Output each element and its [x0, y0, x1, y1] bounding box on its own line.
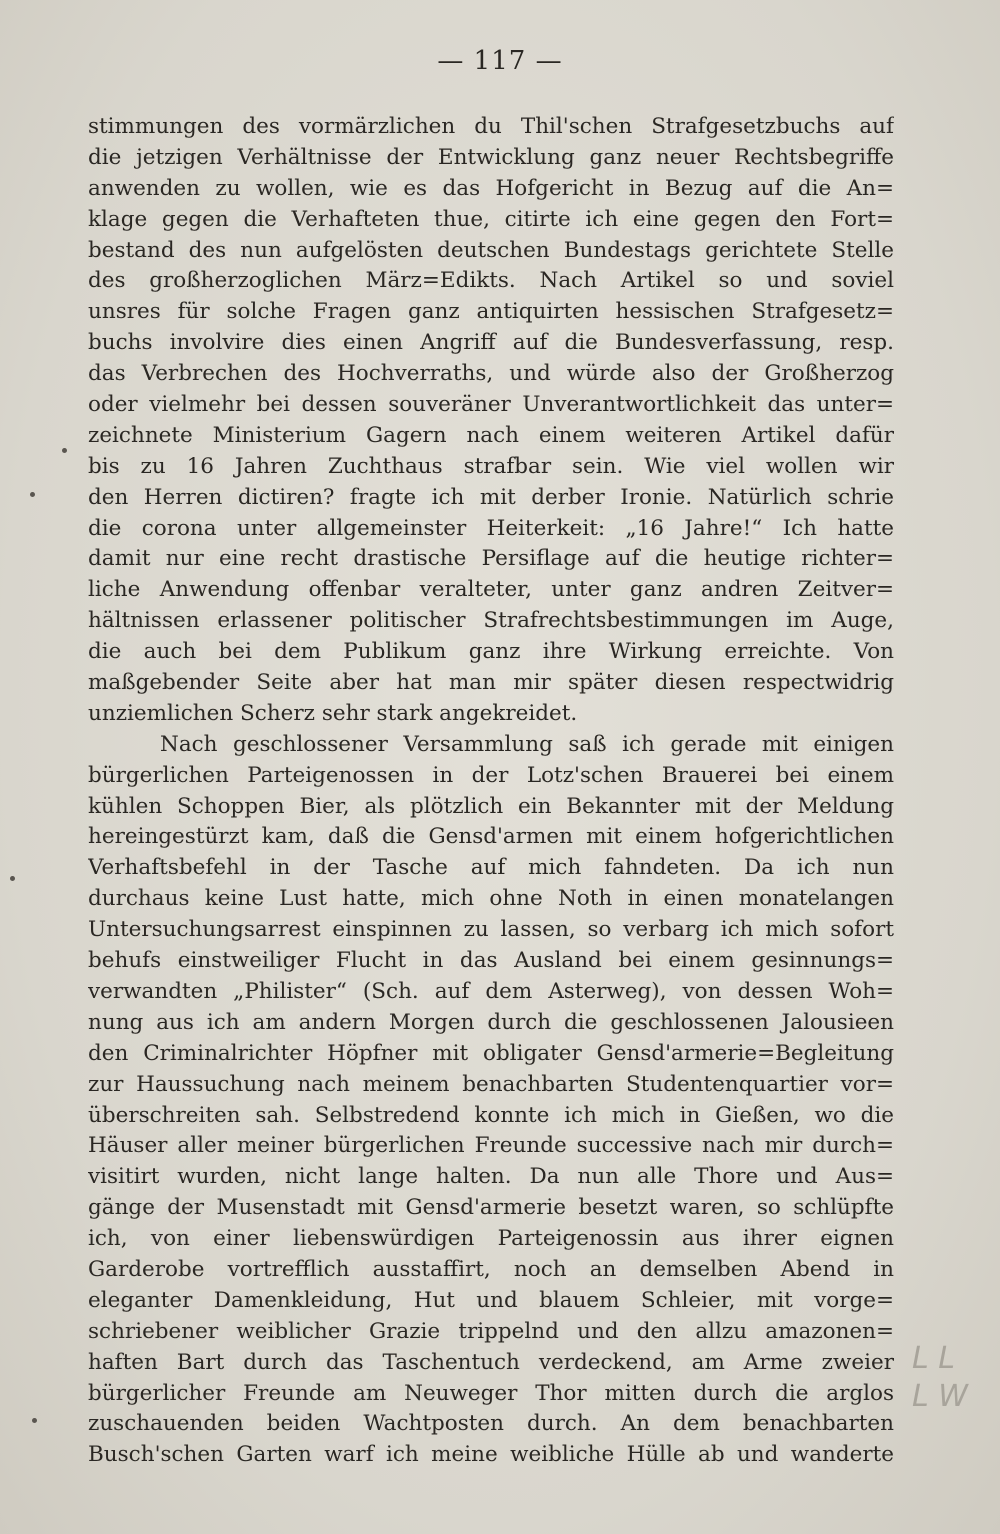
text-line: bestand des nun aufgelösten deutschen Bundestags gerichtete Stelle — [88, 237, 894, 263]
text-line: ich, von einer liebenswürdigen Parteigenossin aus ihrer eignen — [88, 1226, 894, 1252]
text-line: Nach geschlossener Versammlung saß ich gerade mit einigen — [160, 731, 894, 757]
page-number: — 117 — — [437, 46, 563, 76]
paragraph-2 — [88, 730, 894, 1471]
text-line: Garderobe vortrefflich ausstaffirt, noch an demselben Abend in — [88, 1256, 894, 1282]
text-line: unziemlichen Scherz sehr stark angekreidet. — [88, 700, 578, 726]
text-line: damit nur eine recht drastische Persiflage auf die heutige richter= — [88, 546, 894, 572]
text-line: maßgebender Seite aber hat man mir später diesen respectwidrig — [88, 670, 894, 696]
text-line: durchaus keine Lust hatte, mich ohne Noth in einen monatelangen — [88, 886, 894, 912]
pencil-margin-notes — [912, 1340, 992, 1416]
text-line: das Verbrechen des Hochverraths, und würde also der Großherzog — [88, 361, 894, 387]
text-line: die corona unter allgemeinster Heiterkeit: „16 Jahre!“ Ich hatte — [88, 515, 894, 541]
paragraph-1 — [88, 112, 894, 730]
text-line: überschreiten sah. Selbstredend konnte ich mich in Gießen, wo die — [88, 1102, 894, 1128]
print-speck — [32, 1418, 37, 1423]
text-line: oder vielmehr bei dessen souveräner Unverantwortlichkeit das unter= — [88, 392, 894, 418]
text-line: Verhaftsbefehl in der Tasche auf mich fahndeten. Da ich nun — [88, 855, 894, 881]
text-line: nung aus ich am andern Morgen durch die geschlossenen Jalousieen — [88, 1009, 894, 1035]
text-line: buchs involvire dies einen Angriff auf die Bundesverfassung, resp. — [88, 330, 894, 356]
print-speck — [10, 876, 15, 881]
text-line: bis zu 16 Jahren Zuchthaus strafbar sein. Wie viel wollen wir — [88, 453, 894, 479]
text-line: die jetzigen Verhältnisse der Entwicklung ganz neuer Rechtsbegriffe — [88, 144, 894, 170]
margin-note: L L — [912, 1341, 955, 1376]
text-line: zeichnete Ministerium Gagern nach einem weiteren Artikel dafür — [88, 422, 894, 448]
text-line: visitirt wurden, nicht lange halten. Da nun alle Thore und Aus= — [88, 1164, 894, 1190]
print-speck — [30, 492, 35, 497]
text-line: des großherzoglichen März=Edikts. Nach Artikel so und soviel — [88, 268, 894, 294]
text-line: Busch'schen Garten warf ich meine weibliche Hülle ab und wanderte — [88, 1442, 894, 1468]
text-line: haften Bart durch das Taschentuch verdeckend, am Arme zweier — [88, 1349, 894, 1375]
text-line: behufs einstweiliger Flucht in das Ausland bei einem gesinnungs= — [88, 948, 894, 974]
text-line: zuschauenden beiden Wachtposten durch. An dem benachbarten — [88, 1411, 894, 1437]
margin-note: L W — [912, 1379, 968, 1414]
text-line: liche Anwendung offenbar veralteter, unter ganz andren Zeitver= — [88, 577, 894, 603]
text-line: unsres für solche Fragen ganz antiquirten hessischen Strafgesetz= — [88, 299, 894, 325]
text-line: eleganter Damenkleidung, Hut und blauem Schleier, mit vorge= — [88, 1287, 894, 1313]
text-line: hältnissen erlassener politischer Strafrechtsbestimmungen im Auge, — [88, 608, 894, 634]
text-line: bürgerlicher Freunde am Neuweger Thor mitten durch die arglos — [88, 1380, 894, 1406]
text-line: stimmungen des vormärzlichen du Thil'schen Strafgesetzbuchs auf — [88, 114, 894, 139]
text-line: die auch bei dem Publikum ganz ihre Wirkung erreichte. Von — [88, 639, 894, 665]
text-line: kühlen Schoppen Bier, als plötzlich ein Bekannter mit der Meldung — [88, 793, 894, 819]
body-text — [88, 112, 894, 1471]
text-line: verwandten „Philister“ (Sch. auf dem Asterweg), von dessen Woh= — [88, 978, 894, 1004]
text-line: Untersuchungsarrest einspinnen zu lassen, so verbarg ich mich sofort — [88, 917, 894, 943]
text-line: hereingestürzt kam, daß die Gensd'armen mit einem hofgerichtlichen — [88, 824, 894, 850]
text-line: schriebener weiblicher Grazie trippelnd und den allzu amazonen= — [88, 1318, 894, 1344]
text-line: anwenden zu wollen, wie es das Hofgericht in Bezug auf die An= — [88, 175, 894, 201]
text-line: zur Haussuchung nach meinem benachbarten Studentenquartier vor= — [88, 1071, 894, 1097]
text-line: den Criminalrichter Höpfner mit obligater Gensd'armerie=Begleitung — [88, 1040, 894, 1066]
text-line: Häuser aller meiner bürgerlichen Freunde successive nach mir durch= — [88, 1133, 894, 1159]
print-speck — [62, 448, 67, 453]
text-line: klage gegen die Verhafteten thue, citirte ich eine gegen den Fort= — [88, 206, 894, 232]
text-line: den Herren dictiren? fragte ich mit derber Ironie. Natürlich schrie — [88, 484, 894, 510]
text-line: gänge der Musenstadt mit Gensd'armerie besetzt waren, so schlüpfte — [88, 1195, 894, 1221]
text-line: bürgerlichen Parteigenossen in der Lotz'schen Brauerei bei einem — [88, 762, 894, 788]
